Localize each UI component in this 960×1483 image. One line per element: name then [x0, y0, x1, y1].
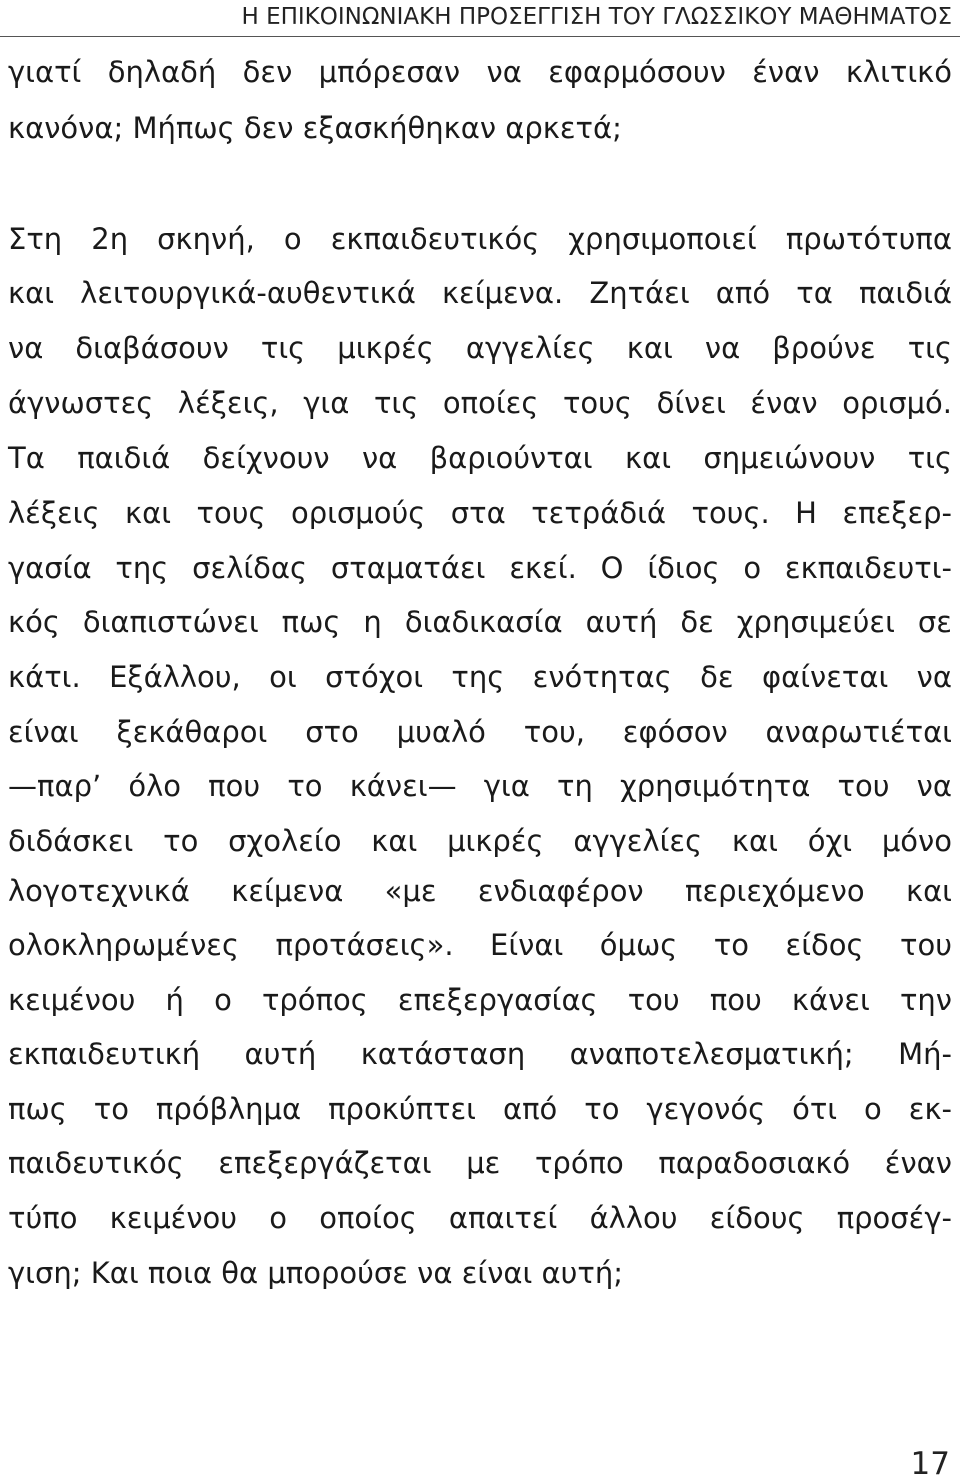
text-line: παιδευτικός επεξεργάζεται με τρόπο παραδοσιακό έναν	[8, 1146, 952, 1180]
running-header: Η ΕΠΙΚΟΙΝΩΝΙΑΚΗ ΠΡΟΣΕΓΓΙΣΗ ΤΟΥ ΓΛΩΣΣΙΚΟΥ ΜΑΘΗΜΑΤΟΣ	[241, 4, 952, 30]
text-line: κανόνα; Μήπως δεν εξασκήθηκαν αρκετά;	[8, 111, 622, 145]
text-line: κειμένου ή ο τρόπος επεξεργασίας του που κάνει την	[8, 983, 952, 1017]
text-line: άγνωστες λέξεις, για τις οποίες τους δίνει έναν ορισμό.	[8, 386, 952, 420]
header-rule	[0, 36, 960, 37]
page-number: 17	[910, 1446, 950, 1482]
text-line: —παρ’ όλο που το κάνει— για τη χρησιμότητα του να	[8, 769, 952, 803]
text-line: λογοτεχνικά κείμενα «με ενδιαφέρον περιεχόμενο και	[8, 874, 952, 908]
text-line: είναι ξεκάθαροι στο μυαλό του, εφόσον αναρωτιέται	[8, 715, 952, 749]
text-line: γασία της σελίδας σταματάει εκεί. Ο ίδιος ο εκπαιδευτι-	[8, 551, 952, 585]
text-line: κάτι. Εξάλλου, οι στόχοι της ενότητας δε φαίνεται να	[8, 660, 952, 694]
text-line: κός διαπιστώνει πως η διαδικασία αυτή δε χρησιμεύει σε	[8, 605, 952, 639]
text-line: και λειτουργικά-αυθεντικά κείμενα. Ζητάει από τα παιδιά	[8, 276, 952, 310]
text-line: Τα παιδιά δείχνουν να βαριούνται και σημειώνουν τις	[8, 441, 952, 475]
text-line: να διαβάσουν τις μικρές αγγελίες και να βρούνε τις	[8, 331, 952, 365]
text-line: εκπαιδευτική αυτή κατάσταση αναποτελεσματική; Μή-	[8, 1037, 952, 1071]
text-line: Στη 2η σκηνή, ο εκπαιδευτικός χρησιμοποιεί πρωτότυπα	[8, 222, 952, 256]
text-line: διδάσκει το σχολείο και μικρές αγγελίες και όχι μόνο	[8, 824, 952, 858]
text-line: πως το πρόβλημα προκύπτει από το γεγονός ότι ο εκ-	[8, 1092, 952, 1126]
text-line: τύπο κειμένου ο οποίος απαιτεί άλλου είδους προσέγ-	[8, 1201, 952, 1235]
text-line: γιση; Και ποια θα μπορούσε να είναι αυτή;	[8, 1256, 624, 1290]
text-line: γιατί δηλαδή δεν μπόρεσαν να εφαρμόσουν έναν κλιτικό	[8, 55, 952, 89]
text-line: ολοκληρωμένες προτάσεις». Είναι όμως το είδος του	[8, 928, 952, 962]
text-line: λέξεις και τους ορισμούς στα τετράδιά τους. Η επεξερ-	[8, 496, 952, 530]
